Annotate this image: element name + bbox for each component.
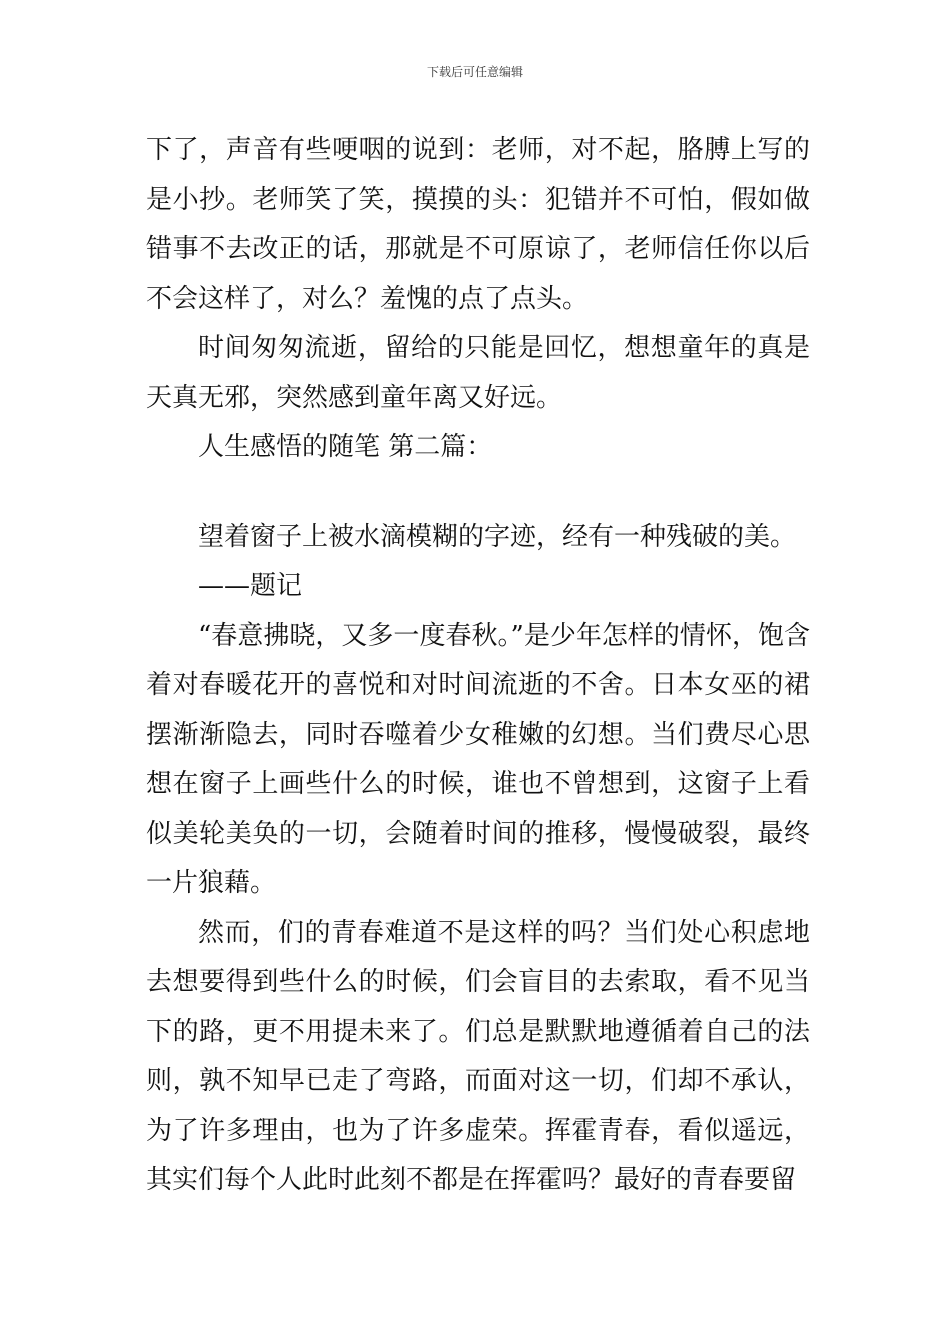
epigraph-attribution: ——题记 — [198, 571, 303, 601]
paragraph-1: 下了，声音有些哽咽的说到：老师，对不起，胳膊上写的是小抄。老师笑了笑，摸摸的头：犯错并不可怕，假如做错事不去改正的话，那就是不可原谅了，老师信任你以后不会这样了，对么？羞愧的点了点头。 — [146, 135, 810, 314]
document-body — [146, 126, 810, 1206]
section-heading: 人生感悟的随笔 第二篇： — [198, 432, 493, 462]
blank-line — [146, 473, 810, 513]
paragraph-3: “春意拂晓，又多一度春秋。”是少年怎样的情怀，饱含着对春暖花开的喜悦和对时间流逝的不舍。日本女巫的裙摆渐渐隐去，同时吞噬着少女稚嫩的幻想。当们费尽心思想在窗子上画些什么的时候，谁也不曾想到，这窗子上看似美轮美奂的一切，会随着时间的推移，慢慢破裂，最终一片狼藉。 — [146, 620, 810, 898]
paragraph-2: 时间匆匆流逝，留给的只能是回忆，想想童年的真是天真无邪，突然感到童年离又好远。 — [146, 333, 810, 413]
paragraph-4: 然而，们的青春难道不是这样的吗？当们处心积虑地去想要得到些什么的时候，们会盲目的去索取，看不见当下的路，更不用提未来了。们总是默默地遵循着自己的法则，孰不知早已走了弯路，而面对这一切，们却不承认，为了许多理由，也为了许多虚荣。挥霍青春，看似遥远，其实们每个人此时此刻不都是在挥霍吗？最好的青春要留 — [146, 917, 810, 1195]
paragraph-epigraph: 望着窗子上被水滴模糊的字迹，经有一种残破的美。 — [198, 521, 797, 552]
page-header: 下载后可任意编辑 — [426, 65, 523, 79]
